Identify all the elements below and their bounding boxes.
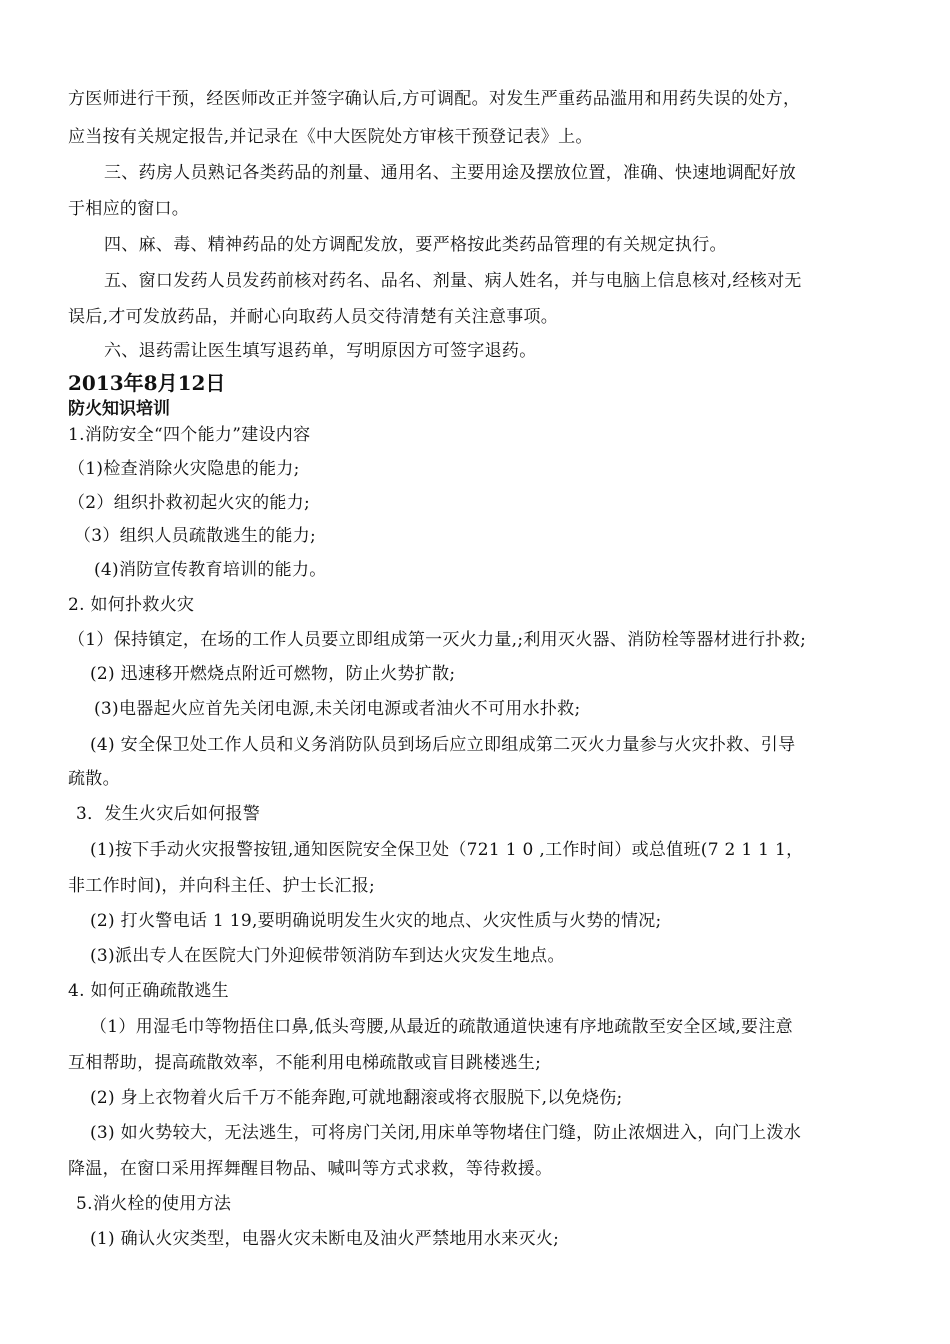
text-line: （2）组织扑救初起火灾的能力; xyxy=(68,493,311,513)
text-line: (2) 身上衣物着火后千万不能奔跑,可就地翻滚或将衣服脱下,以免烧伤; xyxy=(90,1088,623,1108)
text-line: （3）组织人员疏散逃生的能力; xyxy=(74,526,317,546)
text-line: （1）用湿毛巾等物捂住口鼻,低头弯腰,从最近的疏散通道快速有序地疏散至安全区域,要注意 xyxy=(90,1017,793,1037)
text-line: (3)派出专人在医院大门外迎候带领消防车到达火灾发生地点。 xyxy=(90,946,565,966)
text-line: 1.消防安全“四个能力”建设内容 xyxy=(68,425,311,445)
text-line: （1)检查消除火灾隐患的能力; xyxy=(68,459,300,479)
text-line: 六、退药需让医生填写退药单，写明原因方可签字退药。 xyxy=(104,341,537,361)
text-line: （1）保持镇定，在场的工作人员要立即组成第一灭火力量,;利用灭火器、消防栓等器材进行扑救; xyxy=(68,630,807,650)
text-line: 方医师进行干预，经医师改正并签字确认后,方可调配。对发生严重药品滥用和用药失误的处方， xyxy=(68,89,801,109)
text-line: 应当按有关规定报告,并记录在《中大医院处方审核干预登记表》上。 xyxy=(68,127,593,147)
text-line: 四、麻、毒、精神药品的处方调配发放，要严格按此类药品管理的有关规定执行。 xyxy=(104,235,727,255)
text-line: (4)消防宣传教育培训的能力。 xyxy=(94,560,327,580)
text-line: (2) 打火警电话 1 19,要明确说明发生火灾的地点、火灾性质与火势的情况; xyxy=(90,911,662,931)
text-line: 降温，在窗口采用挥舞醒目物品、喊叫等方式求救，等待救援。 xyxy=(68,1159,553,1179)
text-line: 2. 如何扑救火灾 xyxy=(68,595,195,615)
text-line: 3．发生火灾后如何报警 xyxy=(76,804,261,824)
text-line: (1) 确认火灾类型，电器火灾未断电及油火严禁地用水来灭火; xyxy=(90,1229,560,1249)
text-line: 误后,才可发放药品，并耐心向取药人员交待清楚有关注意事项。 xyxy=(68,307,559,327)
text-line: (2) 迅速移开燃烧点附近可燃物，防止火势扩散; xyxy=(90,664,456,684)
text-line: 4. 如何正确疏散逃生 xyxy=(68,981,229,1001)
text-line: 5.消火栓的使用方法 xyxy=(76,1194,232,1214)
text-line: 非工作时间)，并向科主任、护士长汇报; xyxy=(68,876,376,896)
text-line: (3)电器起火应首先关闭电源,未关闭电源或者油火不可用水扑救; xyxy=(94,699,581,719)
text-line: 五、窗口发药人员发药前核对药名、品名、剂量、病人姓名，并与电脑上信息核对,经核对无 xyxy=(104,271,802,291)
text-line: 疏散。 xyxy=(68,769,120,789)
document-date: 2013年8月12日 xyxy=(68,371,226,395)
text-line: 三、药房人员熟记各类药品的剂量、通用名、主要用途及摆放位置，准确、快速地调配好放 xyxy=(104,163,796,183)
text-line: (4) 安全保卫处工作人员和义务消防队员到场后应立即组成第二灭火力量参与火灾扑救、引导 xyxy=(90,735,796,755)
text-line: (3) 如火势较大，无法逃生，可将房门关闭,用床单等物堵住门缝，防止浓烟进入，向门上泼水 xyxy=(90,1123,802,1143)
text-line: (1)按下手动火灾报警按钮,通知医院安全保卫处（721 1 0 ,工作时间）或总值班(7 2 1 1 1， xyxy=(90,840,804,860)
text-line: 于相应的窗口。 xyxy=(68,199,190,219)
text-line: 互相帮助，提高疏散效率，不能利用电梯疏散或盲目跳楼逃生; xyxy=(68,1053,542,1073)
section-heading: 防火知识培训 xyxy=(68,399,170,419)
